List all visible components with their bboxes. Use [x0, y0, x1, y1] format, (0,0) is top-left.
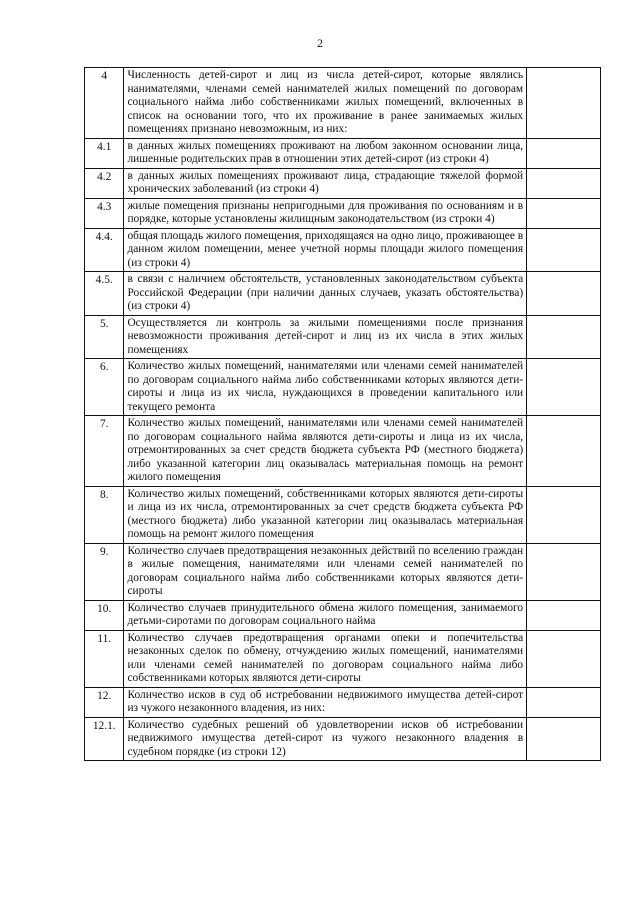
- row-description: Количество случаев принудительного обмена жилого помещения, занимаемого детьми-сиротами по договорам социального найма: [124, 600, 527, 630]
- row-description: Количество случаев предотвращения незаконных действий по вселению граждан в жилые помещения, нанимателями или членами семей нанимателей по договорам социального найма либо собственниками которых являются дети-сироты: [124, 543, 527, 600]
- row-number: 4.5.: [85, 272, 124, 316]
- row-description: Осуществляется ли контроль за жилыми помещениями после признания невозможности проживания детей-сирот и лиц из их числа в этих жилых помещениях: [124, 315, 527, 359]
- row-number: 9.: [85, 543, 124, 600]
- row-description: Численность детей-сирот и лиц из числа детей-сирот, которые являлись нанимателями, членами семей нанимателей жилых помещений по договорам социального найма либо собственниками жилых помещений, включенных в список на основании того, что их проживание в ранее занимаемых жилых помещениях признано невозможным, из них:: [124, 68, 527, 139]
- row-number: 12.: [85, 687, 124, 717]
- table-row: [85, 416, 601, 487]
- row-value-cell[interactable]: [527, 315, 601, 359]
- row-description: общая площадь жилого помещения, приходящаяся на одно лицо, проживающее в данном жилом помещении, менее учетной нормы площади жилого помещения (из строки 4): [124, 228, 527, 272]
- table-row: [85, 687, 601, 717]
- row-description: Количество судебных решений об удовлетворении исков об истребовании недвижимого имущества детей-сирот из чужого незаконного владения в судебном порядке (из строки 12): [124, 717, 527, 761]
- row-description: в связи с наличием обстоятельств, установленных законодательством субъекта Российской Федерации (при наличии данных случаев, указать обстоятельства) (из строки 4): [124, 272, 527, 316]
- row-value-cell[interactable]: [527, 687, 601, 717]
- row-description: в данных жилых помещениях проживают лица, страдающие тяжелой формой хронических заболеваний (из строки 4): [124, 168, 527, 198]
- table-row: [85, 198, 601, 228]
- row-description: жилые помещения признаны непригодными для проживания по основаниям и в порядке, которые установлены жилищным законодательством (из строки 4): [124, 198, 527, 228]
- row-number: 10.: [85, 600, 124, 630]
- row-value-cell[interactable]: [527, 138, 601, 168]
- row-number: 4.3: [85, 198, 124, 228]
- row-value-cell[interactable]: [527, 198, 601, 228]
- row-value-cell[interactable]: [527, 68, 601, 139]
- row-value-cell[interactable]: [527, 543, 601, 600]
- table-row: [85, 486, 601, 543]
- table-row: [85, 138, 601, 168]
- row-value-cell[interactable]: [527, 600, 601, 630]
- row-number: 12.1.: [85, 717, 124, 761]
- table-row: [85, 68, 601, 139]
- row-number: 7.: [85, 416, 124, 487]
- row-value-cell[interactable]: [527, 416, 601, 487]
- row-number: 8.: [85, 486, 124, 543]
- table-row: [85, 315, 601, 359]
- row-description: Количество исков в суд об истребовании недвижимого имущества детей-сирот из чужого незаконного владения, из них:: [124, 687, 527, 717]
- row-number: 11.: [85, 630, 124, 687]
- row-description: Количество жилых помещений, нанимателями или членами семей нанимателей по договорам социального найма являются дети-сироты и лица из их числа, отремонтированных за счет средств бюджета субъекта РФ (местного бюджета) либо указанной категории лиц оказывалась материальная помощь на ремонт жилого помещения: [124, 416, 527, 487]
- row-value-cell[interactable]: [527, 228, 601, 272]
- report-table: [84, 67, 601, 761]
- row-value-cell[interactable]: [527, 486, 601, 543]
- row-value-cell[interactable]: [527, 168, 601, 198]
- table-row: [85, 717, 601, 761]
- row-number: 4.1: [85, 138, 124, 168]
- table-row: [85, 543, 601, 600]
- row-number: 5.: [85, 315, 124, 359]
- table-row: [85, 600, 601, 630]
- row-number: 6.: [85, 359, 124, 416]
- row-description: Количество жилых помещений, нанимателями или членами семей нанимателей по договорам социального найма либо собственниками которых являются дети-сироты и лица из их числа, нуждающихся в проведении капитального или текущего ремонта: [124, 359, 527, 416]
- table-row: [85, 272, 601, 316]
- page-number: 2: [317, 36, 323, 50]
- table-row: [85, 228, 601, 272]
- row-value-cell[interactable]: [527, 359, 601, 416]
- table-row: [85, 630, 601, 687]
- table-row: [85, 168, 601, 198]
- row-value-cell[interactable]: [527, 272, 601, 316]
- table-row: [85, 359, 601, 416]
- row-number: 4: [85, 68, 124, 139]
- row-description: Количество случаев предотвращения органами опеки и попечительства незаконных сделок по обмену, отчуждению жилых помещений, нанимателями или членами семей нанимателей по договорам социального найма либо собственниками которых являются дети-сироты: [124, 630, 527, 687]
- row-value-cell[interactable]: [527, 630, 601, 687]
- row-value-cell[interactable]: [527, 717, 601, 761]
- row-number: 4.4.: [85, 228, 124, 272]
- row-number: 4.2: [85, 168, 124, 198]
- row-description: Количество жилых помещений, собственниками которых являются дети-сироты и лица из их числа, отремонтированных за счет средств бюджета субъекта РФ (местного бюджета) либо указанной категории лиц оказывалась материальная помощь на ремонт жилого помещения: [124, 486, 527, 543]
- row-description: в данных жилых помещениях проживают на любом законном основании лица, лишенные родительских прав в отношении этих детей-сирот (из строки 4): [124, 138, 527, 168]
